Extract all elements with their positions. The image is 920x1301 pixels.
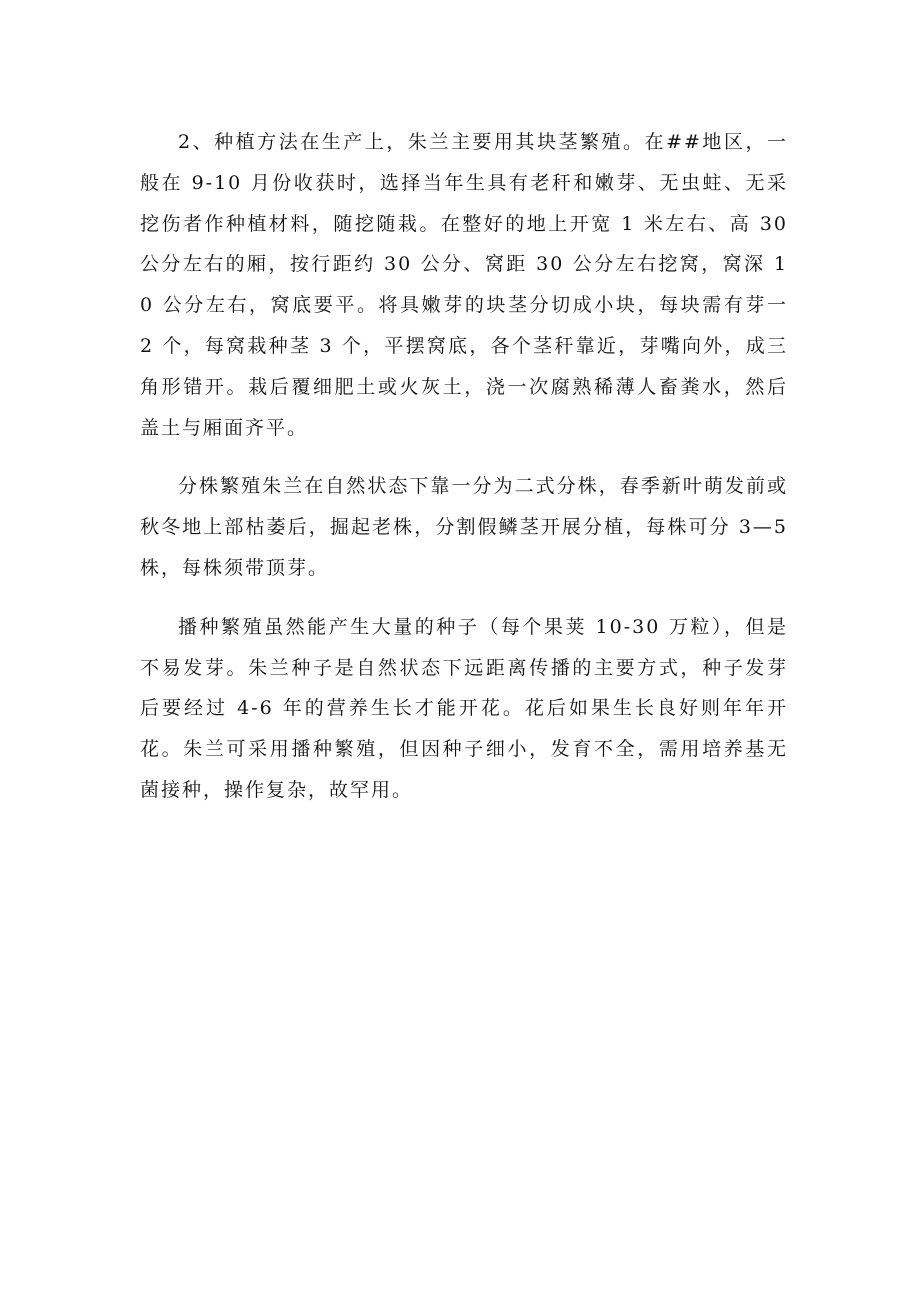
paragraph-division-propagation: 分株繁殖朱兰在自然状态下靠一分为二式分株，春季新叶萌发前或秋冬地上部枯萎后，掘起老株，分割假鳞茎开展分植，每株可分 3—5 株，每株须带顶芽。 [140, 475, 788, 579]
document-body [140, 122, 788, 829]
paragraph-seed-propagation: 播种繁殖虽然能产生大量的种子（每个果荚 10-30 万粒），但是不易发芽。朱兰种子是自然状态下远距离传播的主要方式，种子发芽后要经过 4-6 年的营养生长才能开花。花后如果生长良好则年年开花。朱兰可采用播种繁殖，但因种子细小，发育不全，需用培养基无菌接种，操作复杂，故罕用。 [140, 615, 788, 801]
paragraph-planting-method: 2、种植方法在生产上，朱兰主要用其块茎繁殖。在##地区，一般在 9-10 月份收获时，选择当年生具有老秆和嫩芽、无虫蛀、无采挖伤者作种植材料，随挖随栽。在整好的地上开宽 1 米左右、高 30 公分左右的厢，按行距约 30 公分、窝距 30 公分左右挖窝，窝深 10 公分左右，窝底要平。将具嫩芽的块茎分切成小块，每块需有芽一 2 个，每窝栽种茎 3 个，平摆窝底，各个茎秆靠近，芽嘴向外，成三角形错开。栽后覆细肥土或火灰土，浇一次腐熟稀薄人畜粪水，然后盖土与厢面齐平。 [140, 131, 788, 439]
